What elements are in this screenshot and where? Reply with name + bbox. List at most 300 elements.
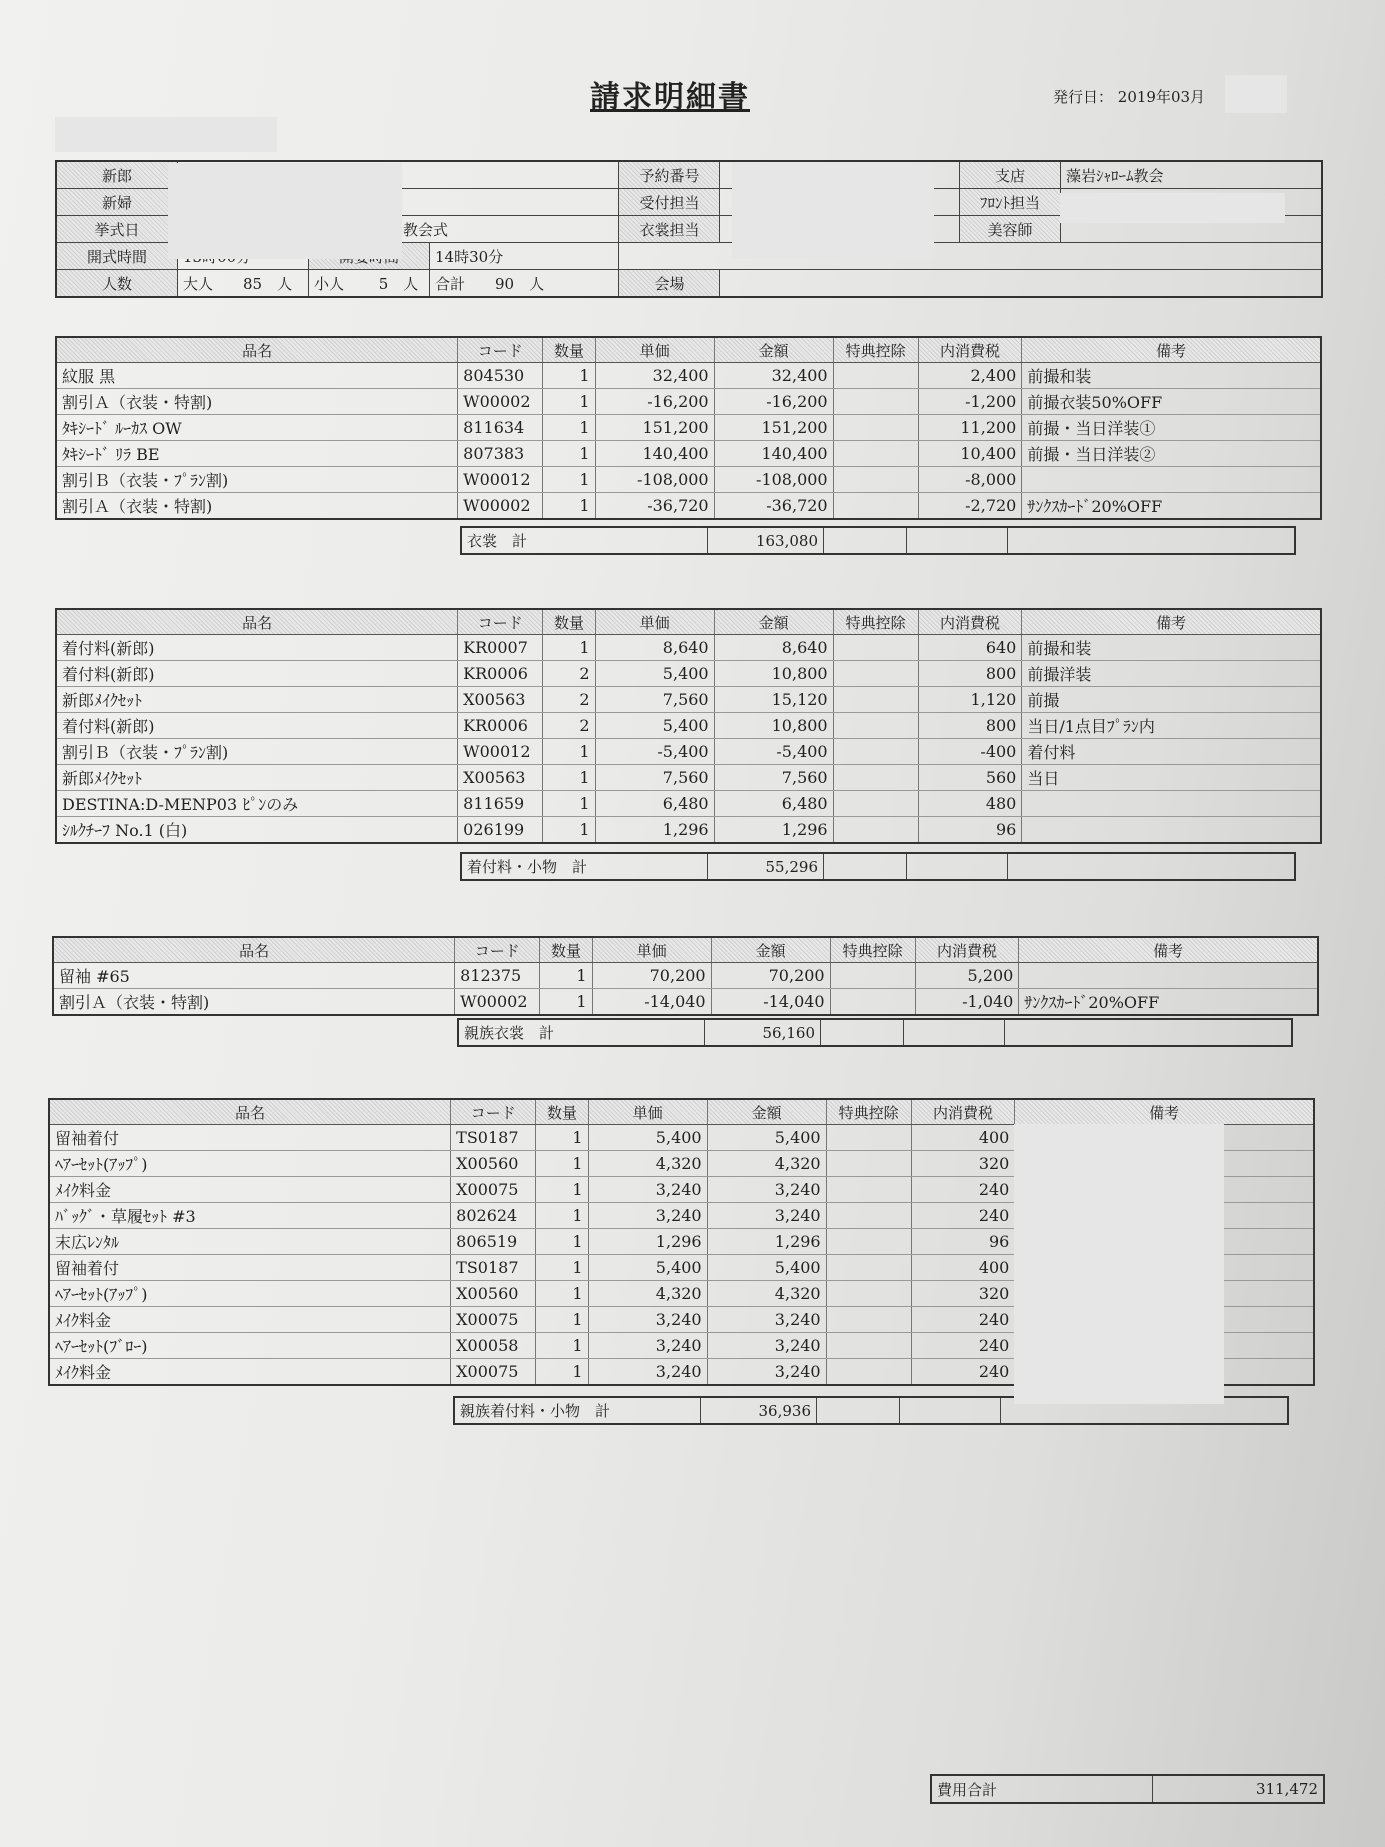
reservation-label: 予約番号	[619, 161, 720, 189]
total-people: 合計 90 人	[430, 270, 619, 298]
cell-unit-price: 151,200	[595, 415, 714, 441]
cell-code: KR0007	[458, 635, 543, 661]
cell-unit-price: 4,320	[588, 1281, 707, 1307]
cell-unit-price: 8,640	[595, 635, 714, 661]
subtotal-tax	[904, 1019, 1005, 1046]
bride-label: 新婦	[56, 189, 178, 216]
table-row	[56, 389, 1321, 415]
front-label: ﾌﾛﾝﾄ担当	[960, 189, 1061, 216]
column-header-name: 品名	[53, 937, 455, 963]
redaction-block	[732, 163, 934, 259]
column-header-unit-price: 単価	[595, 609, 714, 635]
item-table-1	[55, 336, 1322, 520]
cell-amount: -36,720	[714, 493, 833, 520]
cell-benefit	[826, 1125, 911, 1151]
cell-qty: 1	[543, 441, 595, 467]
redaction-block	[1060, 193, 1285, 223]
cell-remarks	[1022, 791, 1321, 817]
cell-benefit	[826, 1281, 911, 1307]
cell-qty: 1	[536, 1255, 588, 1281]
cell-benefit	[830, 989, 915, 1016]
cell-qty: 1	[536, 1281, 588, 1307]
column-header-remarks: 備考	[1022, 337, 1321, 363]
cell-code: TS0187	[451, 1125, 536, 1151]
cell-name: 新郎ﾒｲｸｾｯﾄ	[56, 687, 458, 713]
branch-label: 支店	[960, 161, 1061, 189]
column-header-tax: 内消費税	[915, 937, 1019, 963]
column-header-code: コード	[458, 337, 543, 363]
cell-unit-price: -36,720	[595, 493, 714, 520]
cell-qty: 1	[543, 467, 595, 493]
cell-unit-price: 32,400	[595, 363, 714, 389]
column-header-code: コード	[455, 937, 540, 963]
cell-remarks: 前撮	[1022, 687, 1321, 713]
cell-tax: 5,200	[915, 963, 1019, 989]
cell-unit-price: 3,240	[588, 1307, 707, 1333]
item-table-2	[55, 608, 1322, 844]
column-header-code: コード	[451, 1099, 536, 1125]
cell-benefit	[826, 1255, 911, 1281]
cell-code: 026199	[458, 817, 543, 844]
cell-remarks: 着付料	[1022, 739, 1321, 765]
cell-amount: 3,240	[707, 1333, 826, 1359]
table-row	[53, 963, 1318, 989]
column-header-qty: 数量	[536, 1099, 588, 1125]
banquet-time-value: 14時30分	[430, 243, 619, 270]
cell-remarks	[1022, 467, 1321, 493]
column-header-name: 品名	[49, 1099, 451, 1125]
adults-count: 大人 85 人	[178, 270, 309, 298]
cell-name: ﾒｲｸ料金	[49, 1177, 451, 1203]
cell-name: 末広ﾚﾝﾀﾙ	[49, 1229, 451, 1255]
cell-benefit	[833, 389, 918, 415]
cell-remarks: ｻﾝｸｽｶｰﾄﾞ20%OFF	[1022, 493, 1321, 520]
column-header-code: コード	[458, 609, 543, 635]
cell-name: ﾀｷｼｰﾄﾞ ﾘﾗ BE	[56, 441, 458, 467]
cell-amount: 10,800	[714, 713, 833, 739]
cell-benefit	[833, 467, 918, 493]
table-row	[56, 687, 1321, 713]
cell-name: 着付料(新郎)	[56, 635, 458, 661]
cell-tax: 400	[911, 1255, 1015, 1281]
cell-tax: 320	[911, 1281, 1015, 1307]
cell-code: X00560	[451, 1281, 536, 1307]
cell-unit-price: -14,040	[592, 989, 711, 1016]
cell-benefit	[826, 1229, 911, 1255]
cell-name: 新郎ﾒｲｸｾｯﾄ	[56, 765, 458, 791]
groom-label: 新郎	[56, 161, 178, 189]
cell-qty: 1	[543, 765, 595, 791]
cell-code: 812375	[455, 963, 540, 989]
column-header-unit-price: 単価	[588, 1099, 707, 1125]
cell-tax: 2,400	[918, 363, 1022, 389]
cell-tax: 11,200	[918, 415, 1022, 441]
item-table-3	[52, 936, 1319, 1016]
cell-code: 802624	[451, 1203, 536, 1229]
table-header-row	[53, 937, 1318, 963]
subtotal-tax	[907, 527, 1008, 554]
column-header-benefit: 特典控除	[833, 609, 918, 635]
cell-tax: 96	[911, 1229, 1015, 1255]
cell-name: 割引Ｂ（衣装・ﾌﾟﾗﾝ割)	[56, 467, 458, 493]
subtotal-value: 163,080	[708, 527, 824, 554]
cell-name: ﾀｷｼｰﾄﾞ ﾙｰｶｽ OW	[56, 415, 458, 441]
cell-benefit	[826, 1151, 911, 1177]
cell-benefit	[833, 817, 918, 844]
cell-code: 811634	[458, 415, 543, 441]
cell-benefit	[833, 363, 918, 389]
cell-remarks: ｻﾝｸｽｶｰﾄﾞ20%OFF	[1019, 989, 1318, 1016]
cell-name: 割引Ｂ（衣装・ﾌﾟﾗﾝ割)	[56, 739, 458, 765]
cell-qty: 2	[543, 713, 595, 739]
cell-tax: 1,120	[918, 687, 1022, 713]
cell-amount: 4,320	[707, 1281, 826, 1307]
cell-amount: 1,296	[707, 1229, 826, 1255]
children-count: 小人 5 人	[309, 270, 430, 298]
cell-name: 着付料(新郎)	[56, 661, 458, 687]
table-row	[56, 765, 1321, 791]
cell-unit-price: 70,200	[592, 963, 711, 989]
column-header-remarks: 備考	[1019, 937, 1318, 963]
column-header-amount: 金額	[711, 937, 830, 963]
issue-date	[1053, 86, 1205, 107]
cell-benefit	[833, 687, 918, 713]
costume-label: 衣裳担当	[619, 216, 720, 243]
cell-amount: 3,240	[707, 1359, 826, 1386]
cell-qty: 1	[536, 1333, 588, 1359]
cell-tax: 400	[911, 1125, 1015, 1151]
subtotal-value: 56,160	[705, 1019, 821, 1046]
column-header-name: 品名	[56, 337, 458, 363]
cell-remarks: 当日	[1022, 765, 1321, 791]
cell-name: ﾍｱｰｾｯﾄ(ｱｯﾌﾟ)	[49, 1151, 451, 1177]
cell-tax: 480	[918, 791, 1022, 817]
info-blank	[619, 243, 1322, 270]
subtotal-label: 着付料・小物 計	[461, 853, 708, 880]
subtotal-benefit	[821, 1019, 904, 1046]
cell-qty: 1	[543, 791, 595, 817]
cell-name: ﾊﾞｯｸﾞ・草履ｾｯﾄ #3	[49, 1203, 451, 1229]
cell-qty: 1	[543, 635, 595, 661]
cell-tax: 240	[911, 1203, 1015, 1229]
cell-code: 806519	[451, 1229, 536, 1255]
column-header-tax: 内消費税	[918, 337, 1022, 363]
cell-remarks: 前撮・当日洋装②	[1022, 441, 1321, 467]
subtotal-value: 36,936	[701, 1397, 817, 1424]
cell-benefit	[826, 1177, 911, 1203]
cell-amount: 6,480	[714, 791, 833, 817]
cell-qty: 1	[536, 1307, 588, 1333]
column-header-tax: 内消費税	[918, 609, 1022, 635]
ceremony-date-value: 教会式	[178, 216, 619, 243]
subtotal-benefit	[824, 853, 907, 880]
table-header-row	[49, 1099, 1314, 1125]
column-header-unit-price: 単価	[592, 937, 711, 963]
cell-remarks	[1019, 963, 1318, 989]
cell-name: 割引Ａ（衣装・特割)	[53, 989, 455, 1016]
column-header-qty: 数量	[540, 937, 592, 963]
table-row	[56, 791, 1321, 817]
table-header-row	[56, 609, 1321, 635]
cell-remarks	[1022, 817, 1321, 844]
cell-remarks: 当日/1点目ﾌﾟﾗﾝ内	[1022, 713, 1321, 739]
cell-code: 807383	[458, 441, 543, 467]
page-title: 請求明細書	[590, 80, 750, 115]
cell-qty: 1	[540, 989, 592, 1016]
cell-name: ｼﾙｸﾁｰﾌ No.1 (白)	[56, 817, 458, 844]
cell-code: X00075	[451, 1307, 536, 1333]
table-row	[56, 661, 1321, 687]
cell-amount: 15,120	[714, 687, 833, 713]
subtotal-row	[457, 1018, 1293, 1047]
cell-name: DESTINA:D-MENP03 ﾋﾟﾝのみ	[56, 791, 458, 817]
cell-qty: 1	[543, 389, 595, 415]
subtotal-value: 55,296	[708, 853, 824, 880]
column-header-unit-price: 単価	[595, 337, 714, 363]
cell-name: 着付料(新郎)	[56, 713, 458, 739]
cell-benefit	[830, 963, 915, 989]
cell-tax: -1,200	[918, 389, 1022, 415]
cell-amount: 32,400	[714, 363, 833, 389]
cell-benefit	[833, 493, 918, 520]
cell-qty: 1	[536, 1359, 588, 1386]
cell-benefit	[833, 713, 918, 739]
cell-code: W00012	[458, 467, 543, 493]
cell-name: 割引Ａ（衣装・特割)	[56, 389, 458, 415]
cell-amount: 5,400	[707, 1255, 826, 1281]
redaction-block	[168, 163, 402, 259]
table-row	[56, 739, 1321, 765]
cell-name: ﾍｱｰｾｯﾄ(ｱｯﾌﾟ)	[49, 1281, 451, 1307]
cell-unit-price: -16,200	[595, 389, 714, 415]
cell-remarks: 前撮洋装	[1022, 661, 1321, 687]
cell-tax: 800	[918, 661, 1022, 687]
table-row	[56, 363, 1321, 389]
cell-amount: -108,000	[714, 467, 833, 493]
cell-benefit	[826, 1333, 911, 1359]
table-row	[56, 713, 1321, 739]
cell-unit-price: -5,400	[595, 739, 714, 765]
cell-amount: 3,240	[707, 1203, 826, 1229]
cell-qty: 1	[543, 817, 595, 844]
total-value: 311,472	[1153, 1775, 1325, 1803]
cell-code: X00075	[451, 1359, 536, 1386]
column-header-benefit: 特典控除	[833, 337, 918, 363]
cell-tax: -1,040	[915, 989, 1019, 1016]
cell-code: X00563	[458, 687, 543, 713]
cell-remarks: 前撮和装	[1022, 363, 1321, 389]
cell-code: 804530	[458, 363, 543, 389]
cell-amount: 3,240	[707, 1307, 826, 1333]
cell-code: X00560	[451, 1151, 536, 1177]
subtotal-remarks	[1005, 1019, 1293, 1046]
column-header-tax: 内消費税	[911, 1099, 1015, 1125]
cell-benefit	[833, 765, 918, 791]
column-header-qty: 数量	[543, 609, 595, 635]
cell-amount: 7,560	[714, 765, 833, 791]
ceremony-date-label: 挙式日	[56, 216, 178, 243]
redaction-block	[1225, 75, 1287, 113]
cell-tax: 240	[911, 1307, 1015, 1333]
cell-unit-price: 140,400	[595, 441, 714, 467]
cell-qty: 1	[540, 963, 592, 989]
cell-tax: 320	[911, 1151, 1015, 1177]
cell-benefit	[833, 635, 918, 661]
column-header-amount: 金額	[714, 337, 833, 363]
venue-label: 会場	[619, 270, 720, 298]
redaction-block	[1014, 1124, 1224, 1404]
cell-amount: 1,296	[714, 817, 833, 844]
cell-tax: -2,720	[918, 493, 1022, 520]
total-label: 費用合計	[931, 1775, 1153, 1803]
column-header-amount: 金額	[707, 1099, 826, 1125]
cell-tax: 96	[918, 817, 1022, 844]
cell-code: KR0006	[458, 661, 543, 687]
table-row	[56, 635, 1321, 661]
cell-tax: 640	[918, 635, 1022, 661]
cell-name: ﾒｲｸ料金	[49, 1307, 451, 1333]
cell-tax: 240	[911, 1359, 1015, 1386]
cell-code: W00012	[458, 739, 543, 765]
cell-amount: 8,640	[714, 635, 833, 661]
subtotal-label: 親族着付料・小物 計	[454, 1397, 701, 1424]
cell-name: 割引Ａ（衣装・特割)	[56, 493, 458, 520]
cell-unit-price: 3,240	[588, 1333, 707, 1359]
beautician-label: 美容師	[960, 216, 1061, 243]
issue-date-value: 2019年03月	[1117, 88, 1206, 106]
cell-unit-price: 4,320	[588, 1151, 707, 1177]
cell-unit-price: 3,240	[588, 1203, 707, 1229]
subtotal-tax	[900, 1397, 1001, 1424]
cell-benefit	[833, 739, 918, 765]
cell-amount: -14,040	[711, 989, 830, 1016]
cell-unit-price: 1,296	[588, 1229, 707, 1255]
venue-value	[720, 270, 1322, 298]
column-header-amount: 金額	[714, 609, 833, 635]
cell-unit-price: -108,000	[595, 467, 714, 493]
cell-amount: 10,800	[714, 661, 833, 687]
cell-unit-price: 1,296	[595, 817, 714, 844]
cell-qty: 1	[536, 1125, 588, 1151]
cell-tax: 800	[918, 713, 1022, 739]
table-row	[56, 817, 1321, 844]
cell-amount: 3,240	[707, 1177, 826, 1203]
cell-tax: 560	[918, 765, 1022, 791]
subtotal-remarks	[1008, 527, 1296, 554]
cell-code: X00563	[458, 765, 543, 791]
cell-benefit	[826, 1307, 911, 1333]
cell-name: 留袖 #65	[53, 963, 455, 989]
cell-code: W00002	[455, 989, 540, 1016]
cell-unit-price: 5,400	[595, 713, 714, 739]
cell-qty: 1	[536, 1151, 588, 1177]
cell-unit-price: 7,560	[595, 765, 714, 791]
cell-qty: 1	[543, 493, 595, 520]
cell-amount: 5,400	[707, 1125, 826, 1151]
cell-benefit	[833, 415, 918, 441]
cell-benefit	[833, 441, 918, 467]
table-row	[56, 493, 1321, 520]
cell-remarks: 前撮和装	[1022, 635, 1321, 661]
subtotal-row	[460, 526, 1296, 555]
reception-label: 受付担当	[619, 189, 720, 216]
redaction-block	[55, 117, 277, 152]
cell-unit-price: 3,240	[588, 1359, 707, 1386]
cell-amount: 151,200	[714, 415, 833, 441]
branch-value: 藻岩ｼｬﾛｰﾑ教会	[1061, 161, 1323, 189]
start-time-label: 開式時間	[56, 243, 178, 270]
cell-qty: 1	[543, 415, 595, 441]
cell-tax: 240	[911, 1333, 1015, 1359]
cell-remarks: 前撮・当日洋装①	[1022, 415, 1321, 441]
cell-unit-price: 6,480	[595, 791, 714, 817]
cell-name: 留袖着付	[49, 1125, 451, 1151]
cell-benefit	[826, 1359, 911, 1386]
column-header-remarks: 備考	[1022, 609, 1321, 635]
cell-amount: -5,400	[714, 739, 833, 765]
cell-code: W00002	[458, 493, 543, 520]
cell-benefit	[833, 661, 918, 687]
cell-tax: -400	[918, 739, 1022, 765]
cell-qty: 1	[536, 1203, 588, 1229]
cell-unit-price: 5,400	[595, 661, 714, 687]
table-row	[56, 467, 1321, 493]
cell-qty: 2	[543, 661, 595, 687]
cell-code: X00058	[451, 1333, 536, 1359]
cell-code: W00002	[458, 389, 543, 415]
cell-amount: 4,320	[707, 1151, 826, 1177]
column-header-qty: 数量	[543, 337, 595, 363]
cell-qty: 1	[536, 1177, 588, 1203]
cell-code: 811659	[458, 791, 543, 817]
subtotal-label: 衣裳 計	[461, 527, 708, 554]
cell-name: 紋服 黒	[56, 363, 458, 389]
cell-qty: 1	[543, 739, 595, 765]
cell-unit-price: 7,560	[595, 687, 714, 713]
cell-tax: 240	[911, 1177, 1015, 1203]
cell-amount: 70,200	[711, 963, 830, 989]
cell-qty: 1	[543, 363, 595, 389]
subtotal-label: 親族衣裳 計	[458, 1019, 705, 1046]
column-header-remarks: 備考	[1015, 1099, 1314, 1125]
subtotal-remarks	[1008, 853, 1296, 880]
cell-name: ﾒｲｸ料金	[49, 1359, 451, 1386]
cell-unit-price: 5,400	[588, 1255, 707, 1281]
cell-amount: -16,200	[714, 389, 833, 415]
cell-tax: -8,000	[918, 467, 1022, 493]
subtotal-benefit	[817, 1397, 900, 1424]
cell-name: ﾍｱｰｾｯﾄ(ﾌﾞﾛｰ)	[49, 1333, 451, 1359]
cell-unit-price: 5,400	[588, 1125, 707, 1151]
subtotal-tax	[907, 853, 1008, 880]
table-row	[56, 415, 1321, 441]
issue-label: 発行日：	[1053, 88, 1114, 106]
people-label: 人数	[56, 270, 178, 298]
column-header-name: 品名	[56, 609, 458, 635]
table-header-row	[56, 337, 1321, 363]
column-header-benefit: 特典控除	[826, 1099, 911, 1125]
column-header-benefit: 特典控除	[830, 937, 915, 963]
subtotal-row	[460, 852, 1296, 881]
cell-amount: 140,400	[714, 441, 833, 467]
cell-code: X00075	[451, 1177, 536, 1203]
cell-tax: 10,400	[918, 441, 1022, 467]
table-row	[53, 989, 1318, 1016]
cell-benefit	[833, 791, 918, 817]
cell-code: KR0006	[458, 713, 543, 739]
subtotal-benefit	[824, 527, 907, 554]
cell-qty: 1	[536, 1229, 588, 1255]
